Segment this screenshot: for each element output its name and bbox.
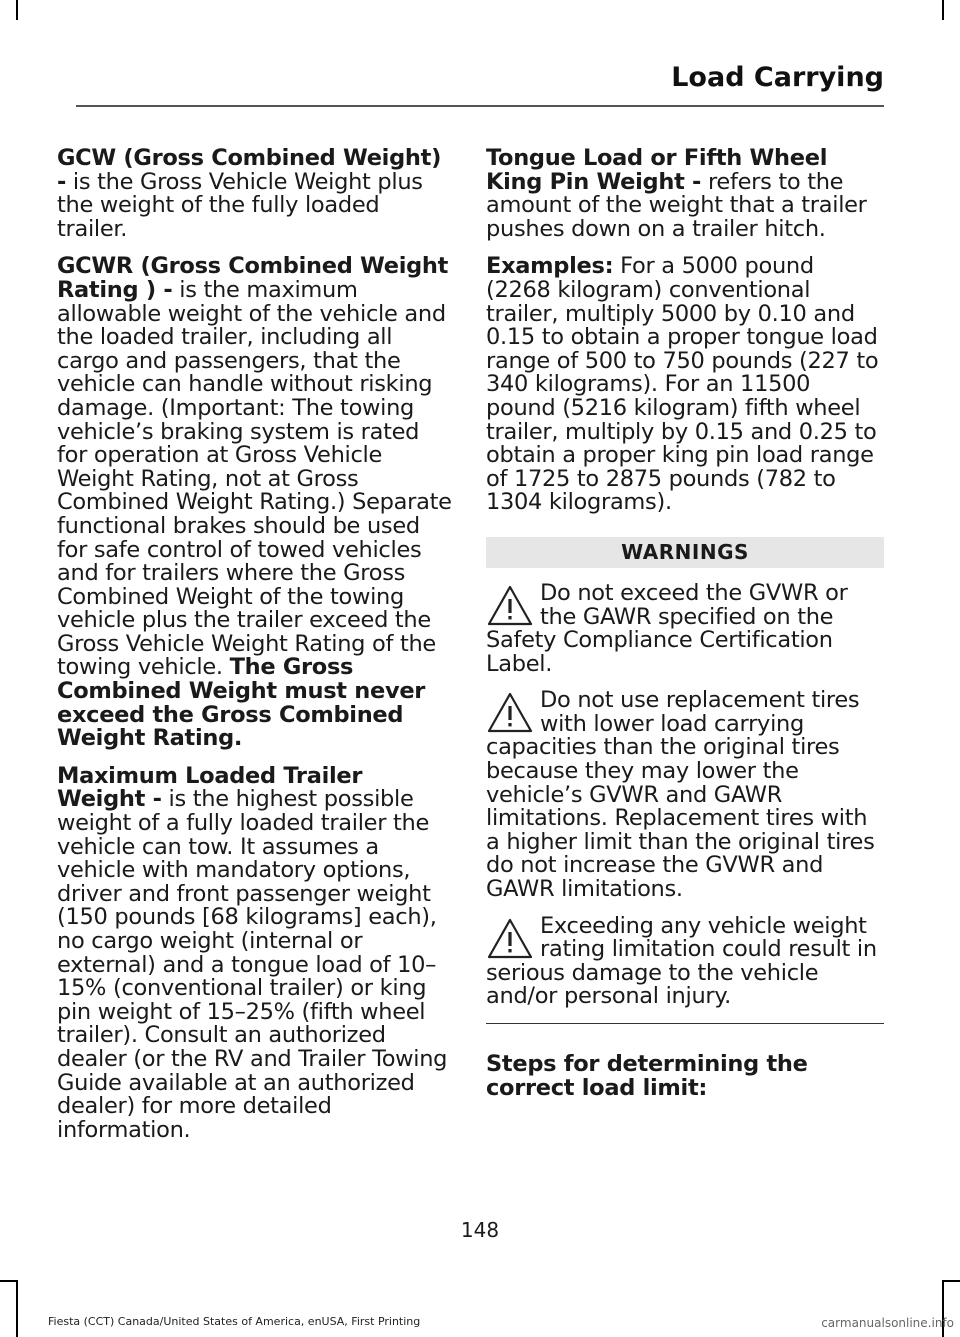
gcwr-emphasis: The Gross Combined Weight must never exceed the Gross Combined Weight Rating.	[57, 654, 426, 752]
footer-text: Fiesta (CCT) Canada/United States of America, enUSA, First Printing	[48, 1315, 421, 1328]
steps-heading: Steps for determining the correct load limit:	[486, 1051, 808, 1101]
gcwr-text: is the maximum allowable weight of the vehicle and the loaded trailer, including all cargo and passengers, that the vehicle can handle without risking damage. (Important: The towing vehicle’s braking system is rated for operation at Gross Vehicle Weight Rating, not at Gross Combined Weight Rating.) Separate functional brakes should be used for safe control of towed vehicles and for trailers where the Gross Combined Weight of the towing vehicle plus the trailer exceed the Gross Vehicle Weight Rating of the towing vehicle.	[57, 276, 452, 681]
left-column	[57, 147, 452, 1156]
gcw-term: GCW (Gross Combined Weight) -	[57, 145, 442, 195]
examples-term: Examples:	[486, 253, 614, 280]
page-number: 148	[460, 1218, 500, 1242]
crop-mark-bottom-right	[942, 1280, 960, 1282]
warning-item	[486, 579, 884, 677]
warnings-divider	[486, 1023, 884, 1024]
mltw-text: is the highest possible weight of a fully loaded trailer the vehicle can tow. It assumes a vehicle with mandatory options, driver and front passenger weight (150 pounds [68 kilograms] each), no cargo weight (internal or external) and a tongue load of 10–15% (conventional trailer) or king pin weight of 15–25% (fifth wheel trailer). Consult an authorized dealer (or the RV and Trailer Towing Guide available at an authorized dealer) for more detailed information.	[57, 786, 448, 1143]
gcwr-definition	[57, 255, 452, 750]
crop-mark-bottom-left-v	[16, 1280, 18, 1337]
page-title: Load Carrying	[671, 62, 884, 93]
examples-text: For a 5000 pound (2268 kilogram) conventional trailer, multiply 5000 by 0.10 and 0.15 to obtain a proper tongue load range of 500 to 750 pounds (227 to 340 kilograms). For an 11500 pound (5216 kilogram) fifth wheel trailer, multiply by 0.15 and 0.25 to obtain a proper king pin load range of 1725 to 2875 pounds (782 to 1304 kilograms).	[486, 253, 879, 516]
watermark: carmanualsonline.info	[821, 1316, 954, 1330]
crop-mark-top-right	[942, 0, 944, 20]
gcwr-term: GCWR (Gross Combined Weight Rating ) -	[57, 253, 449, 303]
gcw-text: is the Gross Vehicle Weight plus the weight of the fully loaded trailer.	[57, 168, 423, 242]
warning-triangle-icon	[486, 691, 534, 735]
warning-text: Do not exceed the GVWR or the GAWR specified on the Safety Compliance Certification Label.	[486, 579, 848, 677]
warning-item	[486, 689, 884, 901]
warning-text: Exceeding any vehicle weight rating limitation could result in serious damage to the vehicle and/or personal injury.	[486, 912, 877, 1010]
tongue-term: Tongue Load or Fifth Wheel King Pin Weight -	[486, 145, 828, 195]
warning-item	[486, 912, 884, 1010]
warnings-header: WARNINGS	[486, 537, 884, 568]
crop-mark-top-left	[16, 0, 18, 20]
tongue-definition	[486, 147, 884, 241]
warning-triangle-icon	[486, 584, 534, 628]
warning-triangle-icon	[486, 917, 534, 961]
examples-paragraph	[486, 255, 884, 515]
gcw-definition	[57, 147, 452, 241]
mltw-term: Maximum Loaded Trailer Weight -	[57, 762, 363, 813]
tongue-text: refers to the amount of the weight that a trailer pushes down on a trailer hitch.	[486, 168, 867, 242]
warning-text: Do not use replacement tires with lower load carrying capacities than the original tires because they may lower the vehicle’s GVWR and GAWR limitations. Replacement tires with a higher limit than the original tires do not increase the GVWR and GAWR limitations.	[486, 687, 875, 903]
header-divider	[76, 105, 884, 107]
right-column	[486, 147, 884, 1114]
mltw-definition	[57, 762, 452, 1143]
